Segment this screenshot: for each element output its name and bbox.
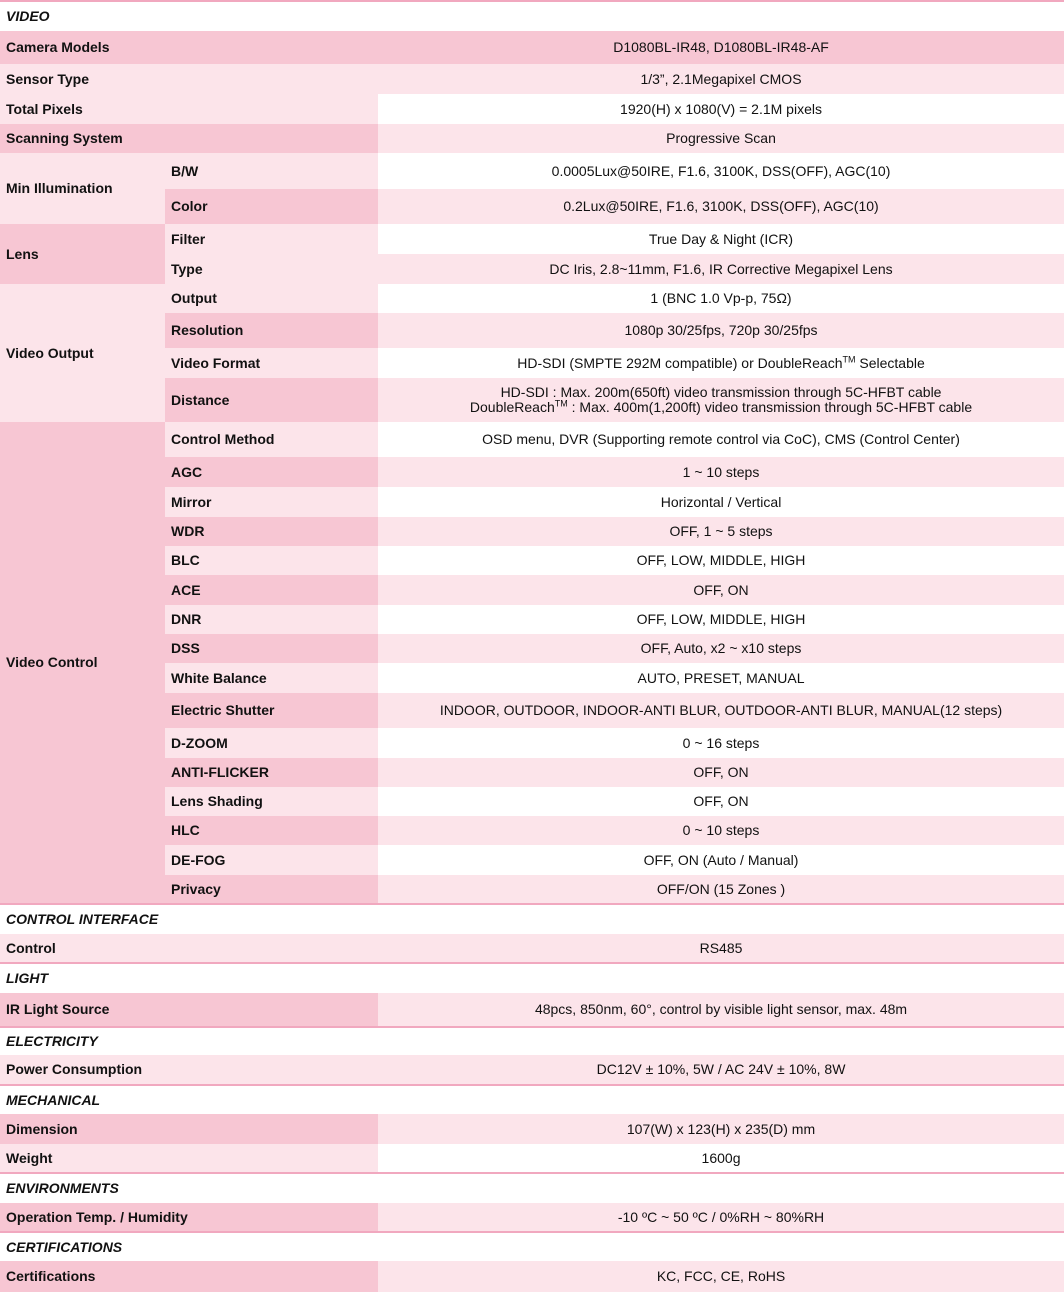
spec-label: Weight [0,1144,378,1173]
spec-label: Power Consumption [0,1055,378,1085]
spec-label: Operation Temp. / Humidity [0,1203,378,1232]
section-row-environments [0,1173,1064,1203]
section-row-video [0,1,1064,31]
spec-label: Camera Models [0,31,378,64]
spec-row-min-illumination-bw [0,153,1064,189]
spec-sublabel: Resolution [165,313,378,348]
spec-sublabel: Distance [165,378,378,422]
section-title-mechanical: MECHANICAL [0,1085,1064,1114]
spec-row-ir-light-source [0,993,1064,1027]
spec-value-line [384,400,1058,415]
spec-sublabel: Control Method [165,422,378,457]
spec-value: 1/3”, 2.1Megapixel CMOS [378,64,1064,94]
spec-value: 1 (BNC 1.0 Vp-p, 75Ω) [378,284,1064,313]
spec-value: Horizontal / Vertical [378,487,1064,517]
spec-value-text: HD-SDI (SMPTE 292M compatible) or DoubleReach [517,354,843,371]
spec-row-video-output-output [0,284,1064,313]
spec-sublabel: ACE [165,575,378,605]
trademark-superscript: TM [554,398,568,409]
section-title-certifications: CERTIFICATIONS [0,1232,1064,1261]
spec-value: True Day & Night (ICR) [378,224,1064,254]
spec-sublabel: D-ZOOM [165,728,378,758]
spec-row-lens-filter [0,224,1064,254]
section-title-control-interface: CONTROL INTERFACE [0,904,1064,934]
spec-value: OFF, ON [378,787,1064,816]
spec-value: OFF, ON [378,575,1064,605]
section-row-light [0,963,1064,993]
spec-sublabel: HLC [165,816,378,845]
spec-value: OFF/ON (15 Zones ) [378,875,1064,904]
spec-value: 0.2Lux@50IRE, F1.6, 3100K, DSS(OFF), AGC(10) [378,189,1064,224]
section-title-electricity: ELECTRICITY [0,1027,1064,1055]
spec-row-dimension [0,1114,1064,1144]
spec-row-total-pixels [0,94,1064,124]
spec-value: OFF, Auto, x2 ~ x10 steps [378,634,1064,663]
spec-value: 1 ~ 10 steps [378,457,1064,487]
spec-row-power-consumption [0,1055,1064,1085]
spec-value: -10 ºC ~ 50 ºC / 0%RH ~ 80%RH [378,1203,1064,1232]
spec-value [378,378,1064,422]
spec-row-certifications [0,1261,1064,1292]
spec-sublabel: BLC [165,546,378,575]
spec-value: 107(W) x 123(H) x 235(D) mm [378,1114,1064,1144]
spec-sublabel: Filter [165,224,378,254]
spec-value-text: Selectable [855,354,925,371]
spec-sublabel: Mirror [165,487,378,517]
section-row-electricity [0,1027,1064,1055]
spec-label: Dimension [0,1114,378,1144]
spec-value: OFF, LOW, MIDDLE, HIGH [378,546,1064,575]
spec-group-label: Lens [0,224,165,284]
spec-label: IR Light Source [0,993,378,1027]
spec-value: INDOOR, OUTDOOR, INDOOR-ANTI BLUR, OUTDOOR-ANTI BLUR, MANUAL(12 steps) [378,693,1064,728]
spec-row-sensor-type [0,64,1064,94]
spec-value: 0 ~ 16 steps [378,728,1064,758]
spec-value: 0 ~ 10 steps [378,816,1064,845]
spec-row-control [0,934,1064,963]
spec-value: DC12V ± 10%, 5W / AC 24V ± 10%, 8W [378,1055,1064,1085]
spec-value: D1080BL-IR48, D1080BL-IR48-AF [378,31,1064,64]
spec-sublabel: White Balance [165,663,378,693]
spec-value: DC Iris, 2.8~11mm, F1.6, IR Corrective Megapixel Lens [378,254,1064,284]
section-title-environments: ENVIRONMENTS [0,1173,1064,1203]
spec-row-scanning-system [0,124,1064,153]
spec-value: AUTO, PRESET, MANUAL [378,663,1064,693]
spec-sublabel: Color [165,189,378,224]
trademark-superscript: TM [842,353,856,364]
spec-row-video-control [0,422,1064,457]
section-row-certifications [0,1232,1064,1261]
spec-group-label: Video Output [0,284,165,422]
section-row-control-interface [0,904,1064,934]
spec-value: OFF, 1 ~ 5 steps [378,517,1064,546]
spec-sublabel: Video Format [165,348,378,378]
spec-sublabel: Lens Shading [165,787,378,816]
spec-sublabel: DE-FOG [165,845,378,875]
spec-value: OSD menu, DVR (Supporting remote control via CoC), CMS (Control Center) [378,422,1064,457]
spec-value: 1080p 30/25fps, 720p 30/25fps [378,313,1064,348]
spec-value: KC, FCC, CE, RoHS [378,1261,1064,1292]
spec-sublabel: ANTI-FLICKER [165,758,378,787]
spec-label: Sensor Type [0,64,378,94]
spec-sublabel: DNR [165,605,378,634]
spec-value [378,348,1064,378]
spec-sublabel: B/W [165,153,378,189]
spec-label: Total Pixels [0,94,378,124]
spec-value: 48pcs, 850nm, 60°, control by visible light sensor, max. 48m [378,993,1064,1027]
spec-sublabel: AGC [165,457,378,487]
section-title-light: LIGHT [0,963,1064,993]
spec-group-label: Min Illumination [0,153,165,224]
spec-sublabel: Privacy [165,875,378,904]
spec-value: 1600g [378,1144,1064,1173]
spec-value: 0.0005Lux@50IRE, F1.6, 3100K, DSS(OFF), AGC(10) [378,153,1064,189]
spec-row-camera-models [0,31,1064,64]
section-row-mechanical [0,1085,1064,1114]
spec-value: OFF, LOW, MIDDLE, HIGH [378,605,1064,634]
spec-label: Scanning System [0,124,378,153]
spec-value: 1920(H) x 1080(V) = 2.1M pixels [378,94,1064,124]
spec-label: Control [0,934,378,963]
spec-row-weight [0,1144,1064,1173]
spec-row-operation-temp [0,1203,1064,1232]
spec-label: Certifications [0,1261,378,1292]
spec-group-label: Video Control [0,422,165,904]
section-title-video: VIDEO [0,1,1064,31]
spec-sublabel: WDR [165,517,378,546]
spec-sublabel: Type [165,254,378,284]
spec-value-text: : Max. 400m(1,200ft) video transmission through 5C-HFBT cable [567,399,973,415]
spec-sublabel: Electric Shutter [165,693,378,728]
spec-value: OFF, ON (Auto / Manual) [378,845,1064,875]
spec-value: OFF, ON [378,758,1064,787]
spec-value: Progressive Scan [378,124,1064,153]
spec-value-line: HD-SDI : Max. 200m(650ft) video transmission through 5C-HFBT cable [500,384,942,400]
spec-value-text: DoubleReach [469,399,555,415]
spec-sublabel: DSS [165,634,378,663]
spec-sublabel: Output [165,284,378,313]
spec-value: RS485 [378,934,1064,963]
